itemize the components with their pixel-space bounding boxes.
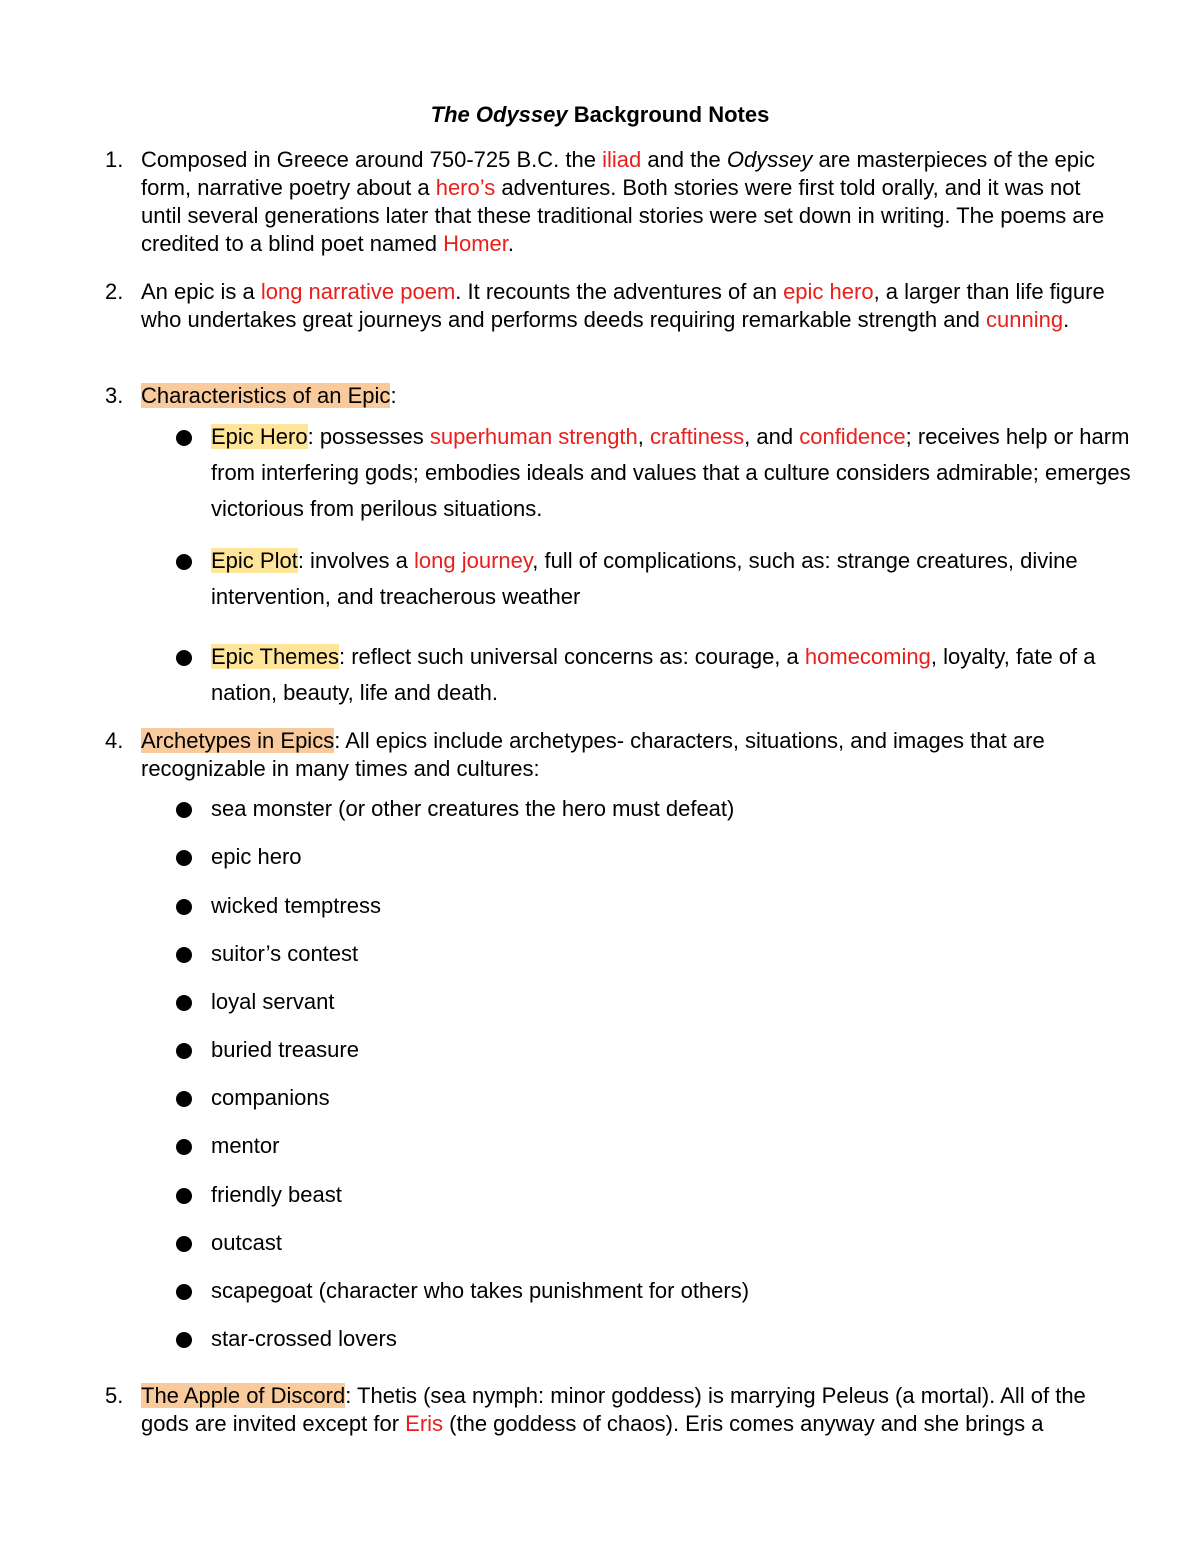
bullet-dot bbox=[176, 899, 192, 915]
eris-term: Eris bbox=[405, 1411, 444, 1436]
bullet-epic-themes bbox=[211, 639, 1141, 711]
text: (the goddess of chaos). Eris comes anyway and she brings a bbox=[443, 1411, 1044, 1436]
bullet-dot bbox=[176, 802, 192, 818]
archetype-text: suitor’s contest bbox=[211, 941, 359, 966]
bullet-dot bbox=[176, 650, 192, 666]
text: An epic is a bbox=[141, 279, 261, 304]
text: . bbox=[1063, 307, 1070, 332]
archetypes-heading: Archetypes in Epics bbox=[141, 728, 335, 753]
archetype-bullet bbox=[211, 936, 1141, 972]
homer-term: Homer bbox=[443, 231, 508, 256]
archetype-bullet bbox=[211, 791, 1141, 827]
archetype-text: outcast bbox=[211, 1230, 282, 1255]
epic-hero-label: Epic Hero bbox=[211, 424, 308, 449]
item-number: 1. bbox=[105, 147, 124, 172]
archetype-text: sea monster (or other creatures the hero must defeat) bbox=[211, 796, 735, 821]
confidence-term: confidence bbox=[799, 424, 906, 449]
text: : All epics include archetypes- characters, situations, and images that are recognizable in many times and cultures: bbox=[141, 728, 1045, 781]
list-item-5 bbox=[105, 1382, 1126, 1438]
archetype-text: scapegoat (character who takes punishment for others) bbox=[211, 1278, 750, 1303]
text: , and bbox=[744, 424, 800, 449]
list-item-3 bbox=[105, 382, 1126, 410]
bullet-dot bbox=[176, 995, 192, 1011]
homecoming-term: homecoming bbox=[804, 644, 931, 669]
text: : bbox=[390, 383, 397, 408]
text: , loyalty, fate of a nation, beauty, life and death. bbox=[211, 644, 1096, 705]
bullet-dot bbox=[176, 1236, 192, 1252]
epic-hero-term: epic hero bbox=[783, 279, 874, 304]
bullet-dot bbox=[176, 1188, 192, 1204]
text: Composed in Greece around 750-725 B.C. the bbox=[141, 147, 603, 172]
odyssey-title: Odyssey bbox=[726, 147, 813, 172]
text: and the bbox=[641, 147, 727, 172]
bullet-dot bbox=[176, 947, 192, 963]
characteristics-heading: Characteristics of an Epic bbox=[141, 383, 391, 408]
heros-term: hero’s bbox=[435, 175, 496, 200]
archetype-bullet bbox=[211, 1225, 1141, 1261]
bullet-dot bbox=[176, 1043, 192, 1059]
list-item-1 bbox=[105, 146, 1126, 258]
text: , bbox=[637, 424, 651, 449]
archetype-bullet bbox=[211, 1273, 1141, 1309]
long-poem-term: long narrative poem bbox=[260, 279, 456, 304]
archetype-text: companions bbox=[211, 1085, 330, 1110]
craftiness-term: craftiness bbox=[650, 424, 745, 449]
archetype-bullet bbox=[211, 1321, 1141, 1357]
archetype-text: friendly beast bbox=[211, 1182, 342, 1207]
journey-term: long journey bbox=[414, 548, 533, 573]
iliad-term: iliad bbox=[602, 147, 642, 172]
archetype-bullet bbox=[211, 1032, 1141, 1068]
item-number: 5. bbox=[105, 1383, 124, 1408]
bullet-dot bbox=[176, 1139, 192, 1155]
archetype-text: mentor bbox=[211, 1133, 280, 1158]
text: are masterpieces of the epic form, narrative poetry about a bbox=[141, 147, 1095, 200]
bullet-epic-hero bbox=[211, 419, 1141, 527]
archetype-bullet bbox=[211, 1128, 1141, 1164]
bullet-dot bbox=[176, 850, 192, 866]
bullet-dot bbox=[176, 1091, 192, 1107]
text: : possesses bbox=[307, 424, 430, 449]
bullet-dot bbox=[176, 554, 192, 570]
archetype-text: loyal servant bbox=[211, 989, 335, 1014]
text: , full of complications, such as: strange creatures, divine intervention, and treacherous weather bbox=[211, 548, 1078, 609]
epic-plot-label: Epic Plot bbox=[211, 548, 298, 573]
item-number: 4. bbox=[105, 728, 124, 753]
text: . It recounts the adventures of an bbox=[455, 279, 784, 304]
archetype-bullet bbox=[211, 1080, 1141, 1116]
page-title bbox=[0, 100, 1200, 130]
bullet-dot bbox=[176, 1284, 192, 1300]
archetype-bullet bbox=[211, 888, 1141, 924]
archetype-bullet bbox=[211, 1177, 1141, 1213]
epic-themes-label: Epic Themes bbox=[211, 644, 339, 669]
text: ; receives help or harm from interfering gods; embodies ideals and values that a culture considers admirable; emerges victorious from perilous situations. bbox=[211, 424, 1131, 521]
archetype-bullet bbox=[211, 839, 1141, 875]
text: : reflect such universal concerns as: courage, a bbox=[338, 644, 805, 669]
title-rest: Background Notes bbox=[567, 102, 770, 127]
apple-of-discord-heading: The Apple of Discord bbox=[141, 1383, 346, 1408]
text: . bbox=[507, 231, 515, 256]
item-number: 3. bbox=[105, 383, 124, 408]
archetype-bullet bbox=[211, 984, 1141, 1020]
text: : involves a bbox=[297, 548, 414, 573]
bullet-dot bbox=[176, 430, 192, 446]
text: : Thetis (sea nymph: minor goddess) is marrying Peleus (a mortal). All of the gods are invited except for bbox=[141, 1383, 1086, 1436]
archetype-text: buried treasure bbox=[211, 1037, 359, 1062]
list-item-2 bbox=[105, 278, 1126, 334]
bullet-dot bbox=[176, 1332, 192, 1348]
strength-term: superhuman strength bbox=[429, 424, 638, 449]
cunning-term: cunning bbox=[986, 307, 1064, 332]
archetype-text: star-crossed lovers bbox=[211, 1326, 397, 1351]
text: , a larger than life figure who undertakes great journeys and performs deeds requiring remarkable strength and bbox=[141, 279, 1105, 332]
item-number: 2. bbox=[105, 279, 124, 304]
bullet-epic-plot bbox=[211, 543, 1141, 615]
text: adventures. Both stories were first told orally, and it was not until several generations later that these traditional stories were set down in writing. The poems are credited to a blind poet named bbox=[141, 175, 1105, 256]
list-item-4 bbox=[105, 727, 1126, 783]
archetype-text: wicked temptress bbox=[211, 893, 381, 918]
title-italic: The Odyssey bbox=[430, 102, 568, 127]
archetype-text: epic hero bbox=[211, 844, 302, 869]
